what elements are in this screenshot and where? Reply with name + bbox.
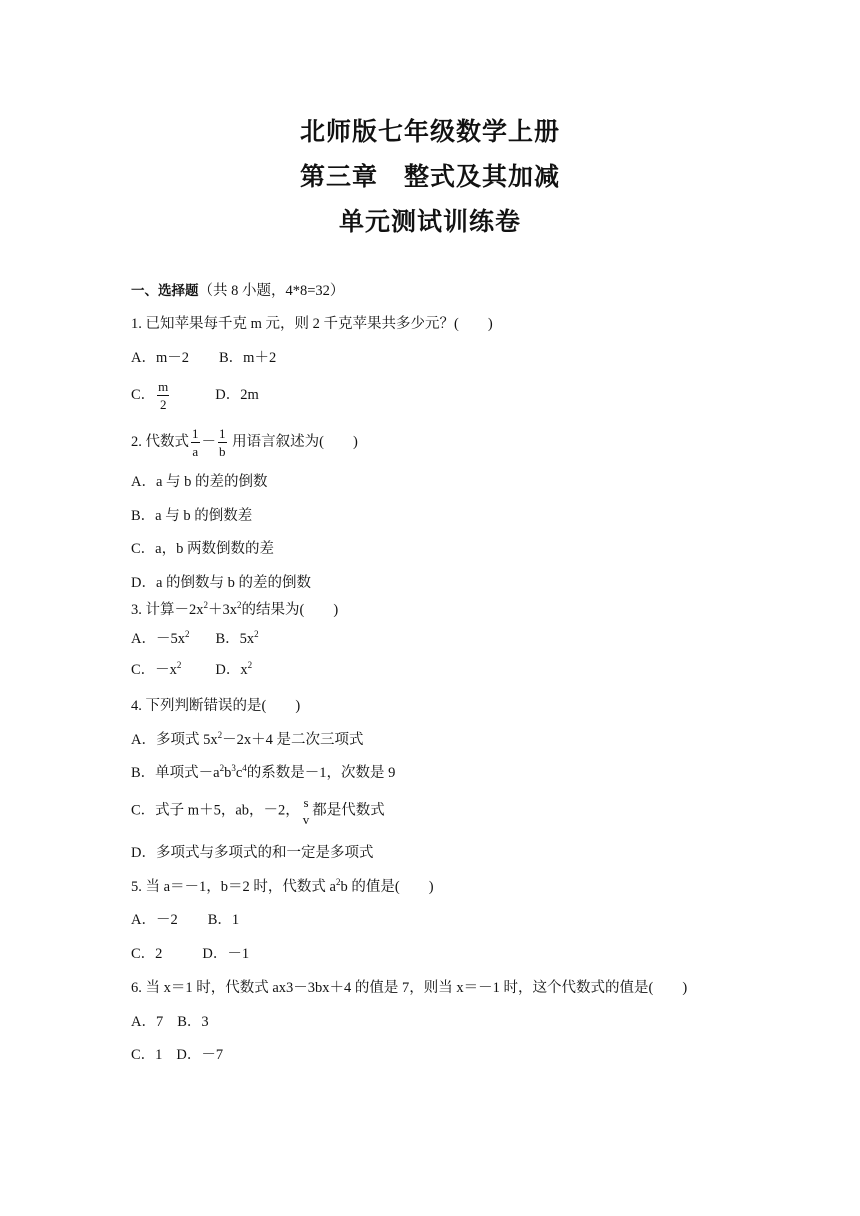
q4b-part1: B．单项式－a xyxy=(131,765,220,781)
title-line-1: 北师版七年级数学上册 xyxy=(299,117,560,146)
question-5-options-ab xyxy=(131,910,239,930)
q2-suffix: 用语言叙述为( ) xyxy=(232,433,358,450)
question-3-options-cd xyxy=(131,660,252,680)
question-5-options-cd xyxy=(131,944,249,964)
option-b: B．3 xyxy=(177,1014,209,1030)
q4b-part4: 的系数是－1，次数是 9 xyxy=(246,765,396,781)
option-d: D．－1 xyxy=(202,946,250,962)
q5-part1: 5. 当 a＝－1，b＝2 时，代数式 a xyxy=(131,879,336,895)
question-2-option-c: C．a，b 两数倒数的差 xyxy=(131,541,274,557)
fraction-m-over-2: $\frac{m}{2}$ xyxy=(158,379,169,412)
exponent: 2 xyxy=(203,600,208,611)
question-4-option-b xyxy=(131,763,395,783)
minus-sign: － xyxy=(201,433,216,450)
section-title: 一、选择题 xyxy=(131,283,199,299)
q4b-part3: c xyxy=(235,765,243,781)
question-2-option-b: B．a 与 b 的倒数差 xyxy=(131,508,253,524)
question-2-option-d: D．a 的倒数与 b 的差的倒数 xyxy=(131,575,312,591)
option-c: C．－x xyxy=(131,662,177,678)
question-1-options-cd xyxy=(131,378,259,413)
exponent: 2 xyxy=(254,629,259,640)
question-1-options-ab xyxy=(131,348,276,368)
exponent: 4 xyxy=(242,763,247,774)
section-note: （共 8 小题，4*8=32） xyxy=(198,283,345,299)
option-a: A．－2 xyxy=(131,912,178,928)
title-line-2: 第三章 整式及其加减 xyxy=(299,162,560,191)
q3-stem-part2: ＋3x xyxy=(208,602,237,618)
exponent: 2 xyxy=(176,660,182,671)
question-4-option-c xyxy=(131,794,385,828)
exponent: 2 xyxy=(247,660,253,671)
exponent: 3 xyxy=(231,763,236,774)
question-3-options-ab xyxy=(131,629,259,649)
option-c: C．1 xyxy=(131,1047,163,1063)
exponent: 2 xyxy=(217,730,223,741)
question-2-option-a: A．a 与 b 的差的倒数 xyxy=(131,474,268,490)
q2-prefix: 2. 代数式 xyxy=(131,433,189,450)
fraction-s-over-v: s v xyxy=(302,795,310,827)
option-c-label: C． xyxy=(131,386,156,403)
title-line-3: 单元测试训练卷 xyxy=(338,207,521,236)
q4c-part2: 都是代数式 xyxy=(312,802,385,819)
question-6-options-cd xyxy=(131,1045,223,1065)
option-b: B．1 xyxy=(207,912,240,928)
option-d: D．x xyxy=(215,662,248,678)
option-a: A．－5x xyxy=(131,631,185,647)
question-4-stem: 4. 下列判断错误的是( ) xyxy=(131,698,301,714)
question-4-option-a xyxy=(131,730,363,750)
question-4-option-d: D．多项式与多项式的和一定是多项式 xyxy=(131,845,374,861)
option-d: D．2m xyxy=(215,386,259,403)
question-6-stem: 6. 当 x＝1 时，代数式 ax3－3bx＋4 的值是 7，则当 x＝－1 时，这个代数式的值是( ) xyxy=(131,980,688,996)
question-6-options-ab xyxy=(131,1012,209,1032)
q4a-part1: A．多项式 5x xyxy=(131,732,218,748)
q3-stem-part1: 3. 计算－2x xyxy=(131,602,204,618)
q3-stem-part3: 的结果为( ) xyxy=(241,602,339,618)
option-a: A．m－2 xyxy=(131,350,189,366)
question-2-stem xyxy=(131,425,358,460)
q4c-part1: C．式子 m＋5，ab，－2， xyxy=(131,802,300,819)
option-c: C．2 xyxy=(131,946,163,962)
exponent: 2 xyxy=(237,600,242,611)
q4b-part2: b xyxy=(224,765,232,781)
section-heading xyxy=(131,281,344,301)
option-d: D．－7 xyxy=(176,1047,224,1063)
fraction-1-over-b: $\frac{1}{b}$ xyxy=(219,426,226,459)
exponent: 2 xyxy=(219,763,225,774)
question-1-stem: 1. 已知苹果每千克 m 元，则 2 千克苹果共多少元？( ) xyxy=(131,316,493,332)
option-a: A．7 xyxy=(131,1014,164,1030)
exponent: 2 xyxy=(336,877,341,888)
fraction-1-over-a: $\frac{1}{a}$ xyxy=(192,426,199,459)
q5-part2: b 的值是( ) xyxy=(340,879,434,895)
option-b: B．5x xyxy=(215,631,255,647)
q4a-part2: －2x＋4 是二次三项式 xyxy=(222,732,364,748)
option-b: B．m＋2 xyxy=(219,350,277,366)
question-5-stem xyxy=(131,877,434,897)
exponent: 2 xyxy=(184,629,190,640)
question-3-stem xyxy=(131,600,338,620)
